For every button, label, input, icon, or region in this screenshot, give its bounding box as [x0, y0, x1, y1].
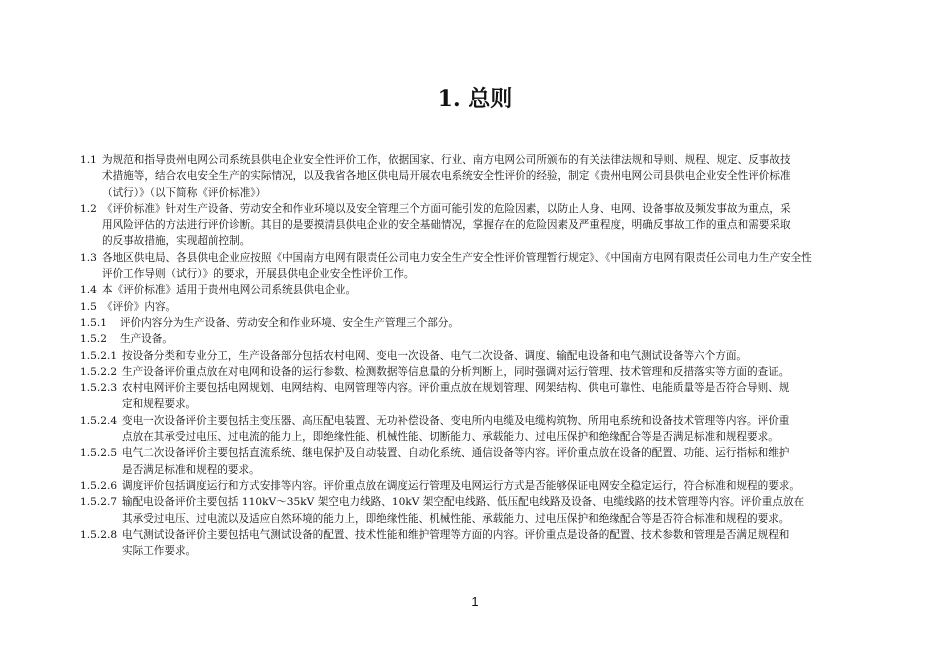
clause-item: [80, 527, 880, 560]
clause-item: [80, 201, 880, 250]
clause-text-line: 的反事故措施，实现超前控制。: [102, 235, 251, 248]
clause-item: [80, 380, 880, 413]
clause-text-line: 用风险评估的方法进行评价诊断。其目的是要摸清县供电企业的安全基础情况，掌握存在的危险因素及严重程度，明确反事故工作的重点和需要采取: [102, 219, 791, 232]
clause-number: 1.3: [80, 251, 97, 264]
clause-item: [80, 445, 880, 478]
clause-item: [80, 364, 880, 380]
clause-number: 1.5.2.1: [80, 349, 118, 362]
clause-number: 1.5.2.3: [80, 382, 118, 395]
clause-text-line: 定和规程要求。: [122, 398, 197, 411]
clause-number: 1.5.2.4: [80, 414, 118, 427]
clause-number: 1.2: [80, 202, 97, 215]
clause-text-line: 点放在其承受过电压、过电流的能力上，即绝缘性能、机械性能、切断能力、承载能力、过电压保护和绝缘配合等是否满足标准和规程要求。: [122, 431, 779, 444]
clause-item: [80, 494, 880, 527]
clause-number: 1.5.1: [80, 316, 107, 329]
clause-number: 1.5.2.5: [80, 447, 118, 460]
clause-text-line: 生产设备。: [120, 333, 173, 346]
clause-text-line: 电气测试设备评价主要包括电气测试设备的配置、技术性能和维护管理等方面的内容。评价重点是设备的配置、技术参数和管理是否满足规程和: [122, 528, 790, 541]
clause-text-line: 《评价标准》针对生产设备、劳动安全和作业环境以及安全管理三个方面可能引发的危险因素，以防止人身、电网、设备事故及频发事故为重点，采: [102, 202, 791, 215]
clause-text-line: 是否满足标准和规程的要求。: [122, 463, 260, 476]
clause-text-line: 评价工作导则（试行）》的要求，开展县供电企业安全性评价工作。: [102, 268, 415, 281]
clause-text-line: 为规范和指导贵州电网公司系统县供电企业安全性评价工作，依据国家、行业、南方电网公司所颁布的有关法律法规和导则、规程、规定、反事故技: [102, 154, 791, 166]
clause-item: [80, 315, 880, 331]
clause-text-line: （试行）》（以下简称《评价标准》）: [102, 186, 267, 199]
clause-text-line: 生产设备评价重点放在对电网和设备的运行参数、检测数据等信息量的分析判断上，同时强调对运行管理、技术管理和反措落实等方面的查证。: [122, 365, 790, 378]
clause-text-line: 评价内容分为生产设备、劳动安全和作业环境、安全生产管理三个部分。: [120, 316, 459, 329]
clause-number: 1.5.2.7: [80, 496, 118, 509]
clause-list: [80, 152, 880, 559]
clause-number: 1.5.2.6: [80, 479, 118, 492]
section-title: 1. 总则: [437, 86, 513, 112]
clause-item: [80, 152, 880, 201]
clause-text-line: 实际工作要求。: [122, 545, 197, 558]
clause-item: [80, 250, 880, 283]
clause-text-line: 其承受过电压、过电流以及适应自然环境的能力上，即绝缘性能、机械性能、承载能力、过电压保护和绝缘配合等是否符合标准和规程的要求。: [122, 512, 790, 525]
clause-item: [80, 331, 880, 347]
clause-item: [80, 478, 880, 494]
clause-text-line: 《评价》内容。: [102, 300, 177, 313]
clause-item: [80, 413, 880, 446]
clause-text-line: 术措施等，结合农电安全生产的实际情况，以及我省各地区供电局开展农电系统安全性评价的经验，制定《贵州电网公司县供电企业安全性评价标准: [102, 170, 791, 183]
clause-item: [80, 348, 880, 364]
clause-number: 1.5.2: [80, 333, 107, 346]
clause-number: 1.1: [80, 154, 97, 166]
clause-number: 1.5.2.2: [80, 365, 118, 378]
clause-text-line: 输配电设备评价主要包括 110kV～35kV 架空电力线路、10kV 架空配电线路、低压配电线路及设备、电缆线路的技术管理等内容。评价重点放在: [122, 496, 805, 509]
clause-number: 1.5: [80, 300, 97, 313]
clause-item: [80, 282, 880, 298]
clause-text-line: 农村电网评价主要包括电网规划、电网结构、电网管理等内容。评价重点放在规划管理、网架结构、供电可靠性、电能质量等是否符合导则、规: [122, 382, 790, 395]
clause-item: [80, 299, 880, 315]
clause-text-line: 各地区供电局、各县供电企业应按照《中国南方电网有限责任公司电力安全生产安全性评价管理暂行规定》、《中国南方电网有限责任公司电力生产安全性: [102, 251, 812, 264]
clause-number: 1.4: [80, 284, 97, 297]
clause-text-line: 调度评价包括调度运行和方式安排等内容。评价重点放在调度运行管理及电网运行方式是否能够保证电网安全稳定运行，符合标准和规程的要求。: [122, 479, 800, 492]
clause-text-line: 电气二次设备评价主要包括直流系统、继电保护及自动装置、自动化系统、通信设备等内容。评价重点放在设备的配置、功能、运行指标和维护: [122, 447, 790, 460]
clause-number: 1.5.2.8: [80, 528, 118, 541]
page-number: 1: [471, 594, 479, 609]
clause-text-line: 本《评价标准》适用于贵州电网公司系统县供电企业。: [102, 284, 357, 297]
clause-text-line: 变电一次设备评价主要包括主变压器、高压配电装置、无功补偿设备、变电所内电缆及电缆构筑物、所用电系统和设备技术管理等内容。评价重: [122, 414, 790, 427]
clause-text-line: 按设备分类和专业分工，生产设备部分包括农村电网、变电一次设备、电气二次设备、调度、输配电设备和电气测试设备等六个方面。: [122, 349, 748, 362]
